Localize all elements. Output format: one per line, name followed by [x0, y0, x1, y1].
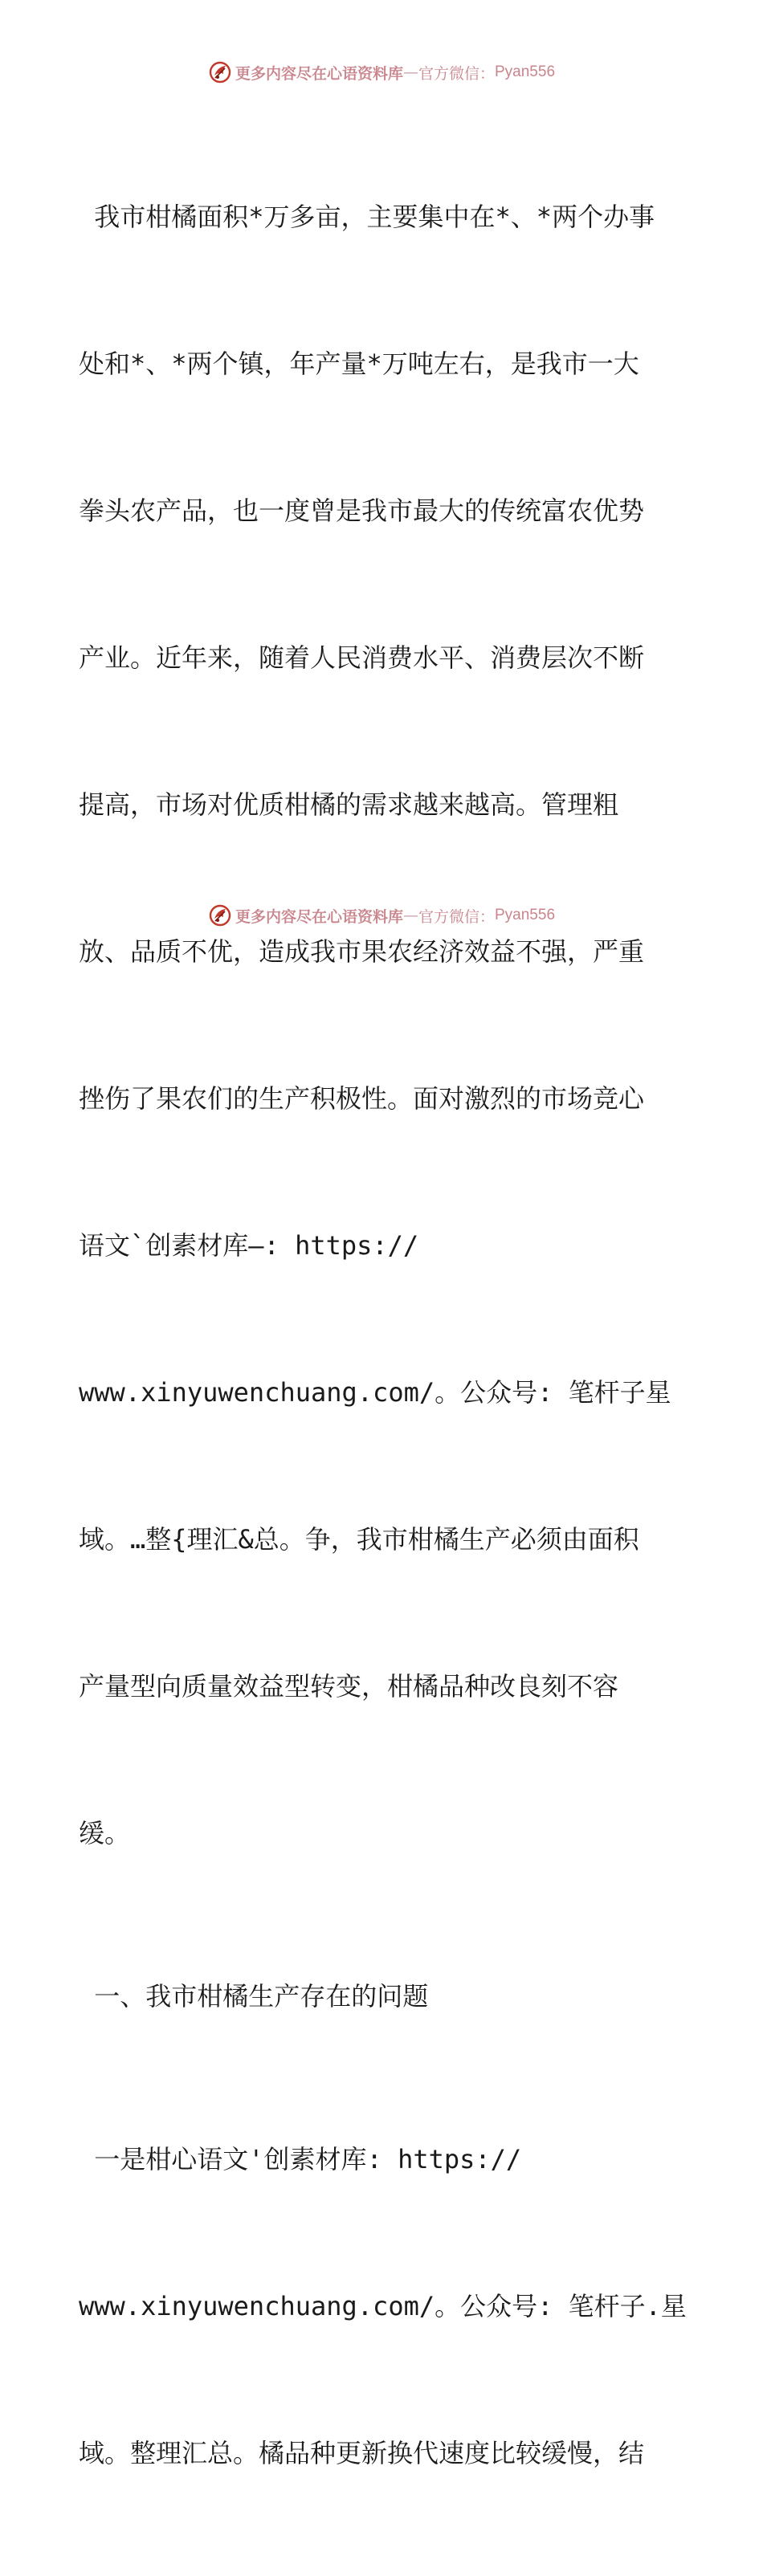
text-line: 语文`创素材库—: https://: [79, 1230, 419, 1261]
banner-contact-id: Pyan556: [495, 907, 556, 923]
section-heading: 一、我市柑橘生产存在的问题: [79, 1981, 429, 2011]
text-line: 我市柑橘面积*万多亩，主要集中在*、*两个办事: [79, 202, 655, 232]
text-line: 产量型向质量效益型转变，柑橘品种改良刻不容: [79, 1671, 619, 1702]
text-line: 一是柑心语文'创素材库: https://: [79, 2144, 522, 2175]
brand-logo-icon: [208, 903, 232, 927]
header-banner: [0, 56, 763, 88]
banner-separator: —: [402, 63, 418, 81]
paragraph-problems: [79, 2037, 689, 2576]
banner-promo-text: 更多内容尽在心语资料库: [235, 64, 403, 83]
document-body: [79, 95, 689, 2576]
text-line: www.xinyuwenchuang.com/。公众号: 笔杆子.星: [79, 2291, 687, 2321]
paragraph-intro: [79, 95, 689, 1956]
banner-contact-label: 官方微信：: [418, 64, 495, 83]
footer-banner: [0, 899, 763, 931]
text-line: 域。整理汇总。橘品种更新换代速度比较缓慢，结: [79, 2438, 645, 2468]
text-line: 产业。近年来，随着人民消费水平、消费层次不断: [79, 642, 645, 673]
text-line: 域。…整{理汇&总。争，我市柑橘生产必须由面积: [79, 1524, 639, 1555]
text-line: 处和*、*两个镇，年产量*万吨左右，是我市一大: [79, 348, 639, 379]
banner-contact-id: Pyan556: [495, 63, 556, 80]
banner-separator: —: [402, 907, 418, 924]
text-line: 拳头农产品，也一度曾是我市最大的传统富农优势: [79, 495, 645, 526]
text-line: 缓。: [79, 1818, 131, 1848]
text-line: 放、品质不优，造成我市果农经济效益不强，严重: [79, 936, 645, 967]
text-line: www.xinyuwenchuang.com/。公众号: 笔杆子星: [79, 1377, 671, 1408]
brand-logo-icon: [208, 60, 232, 84]
banner-promo-text: 更多内容尽在心语资料库: [235, 907, 403, 926]
text-line: 提高，市场对优质柑橘的需求越来越高。管理粗: [79, 789, 619, 820]
text-line: 挫伤了果农们的生产积极性。面对激烈的市场竞心: [79, 1083, 645, 1114]
banner-contact-label: 官方微信：: [418, 907, 495, 926]
